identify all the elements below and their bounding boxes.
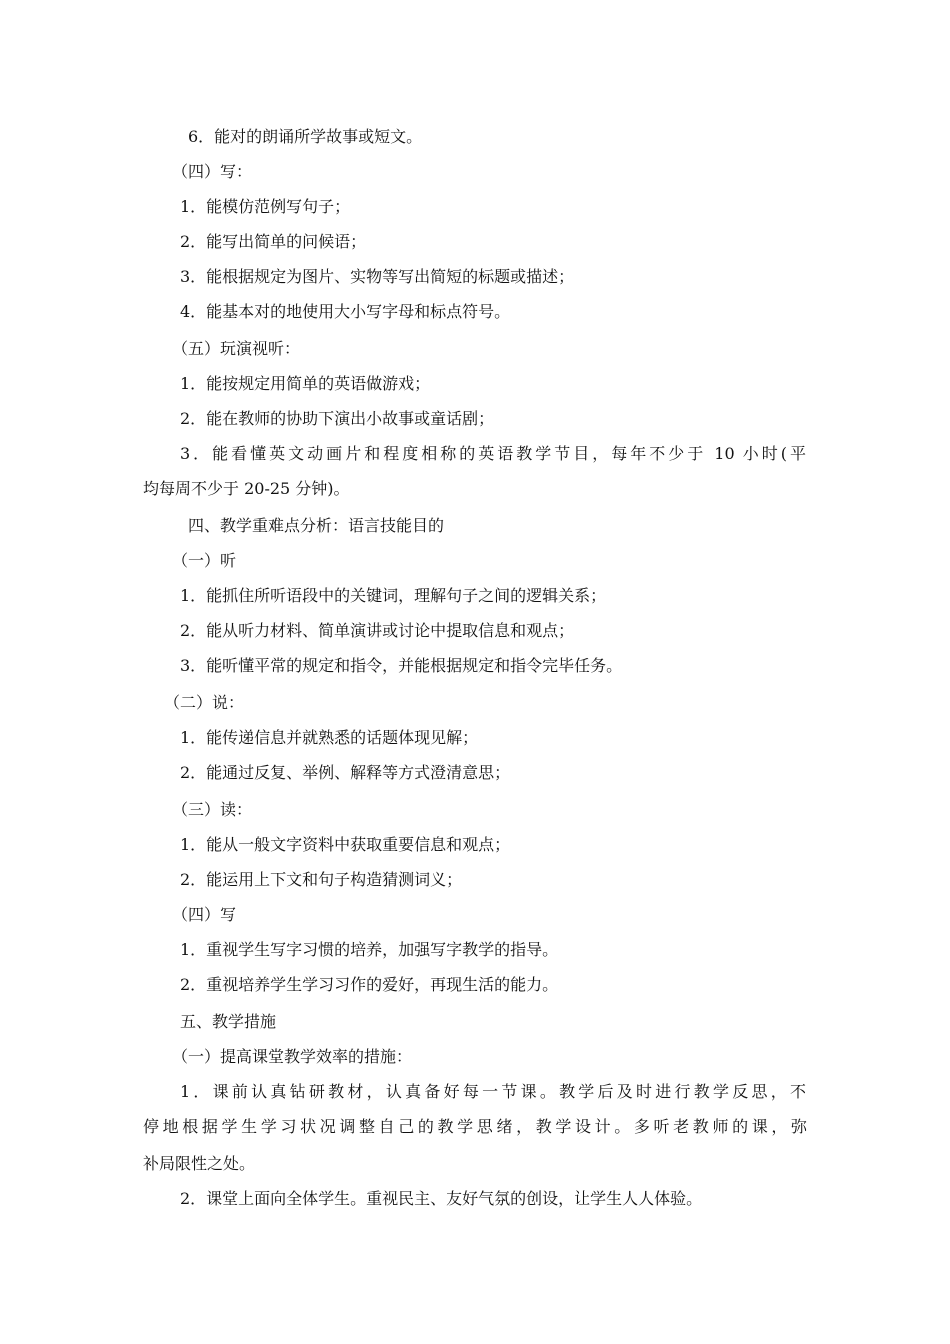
text-line: 1．能模仿范例写句子； [180,197,351,216]
text-line: 2．能从听力材料、简单演讲或讨论中提取信息和观点； [180,621,575,640]
text-line: 3．能看懂英文动画片和程度相称的英语教学节目，每年不少于 10 小时(平 [180,444,806,463]
section-heading: （四）写 [172,905,237,924]
text-line: 6．能对的朗诵所学故事或短文。 [188,127,423,146]
text-line: 停地根据学生学习状况调整自己的教学思绪，教学设计。多听老教师的课，弥 [143,1117,807,1136]
section-heading: （四）写： [172,162,253,181]
section-heading: （三）读： [172,800,253,819]
text-line: 均每周不少于 20-25 分钟)。 [143,479,350,498]
text-line: 2．能通过反复、举例、解释等方式澄清意思； [180,763,511,782]
text-line: 2．能运用上下文和句子构造猜测词义； [180,870,463,889]
section-heading: （一）听 [172,551,237,570]
text-line: 补局限性之处。 [143,1154,256,1173]
text-line: 1．能从一般文字资料中获取重要信息和观点； [180,835,511,854]
text-line: 1．能传递信息并就熟悉的话题体现见解； [180,728,479,747]
section-heading: 四、教学重难点分析：语言技能目的 [188,516,445,535]
section-heading: （五）玩演视听： [172,339,301,358]
text-line: 4．能基本对的地使用大小写字母和标点符号。 [180,302,511,321]
text-line: 1．能抓住所听语段中的关键词，理解句子之间的逻辑关系； [180,586,607,605]
text-line: 2．重视培养学生学习习作的爱好，再现生活的能力。 [180,975,559,994]
text-line: 2．课堂上面向全体学生。重视民主、友好气氛的创设，让学生人人体验。 [180,1189,703,1208]
section-heading: （二）说： [164,693,245,712]
text-line: 3．能根据规定为图片、实物等写出简短的标题或描述； [180,267,575,286]
text-line: 3．能听懂平常的规定和指令，并能根据规定和指令完毕任务。 [180,656,623,675]
text-line: 1．能按规定用简单的英语做游戏； [180,374,431,393]
text-line: 2．能写出简单的问候语； [180,232,367,251]
section-heading: 五、教学措施 [180,1012,277,1031]
section-heading: （一）提高课堂教学效率的措施： [172,1047,413,1066]
text-line: 2．能在教师的协助下演出小故事或童话剧； [180,409,495,428]
text-line: 1．课前认真钻研教材，认真备好每一节课。教学后及时进行教学反思，不 [180,1082,806,1101]
text-line: 1．重视学生写字习惯的培养，加强写字教学的指导。 [180,940,559,959]
